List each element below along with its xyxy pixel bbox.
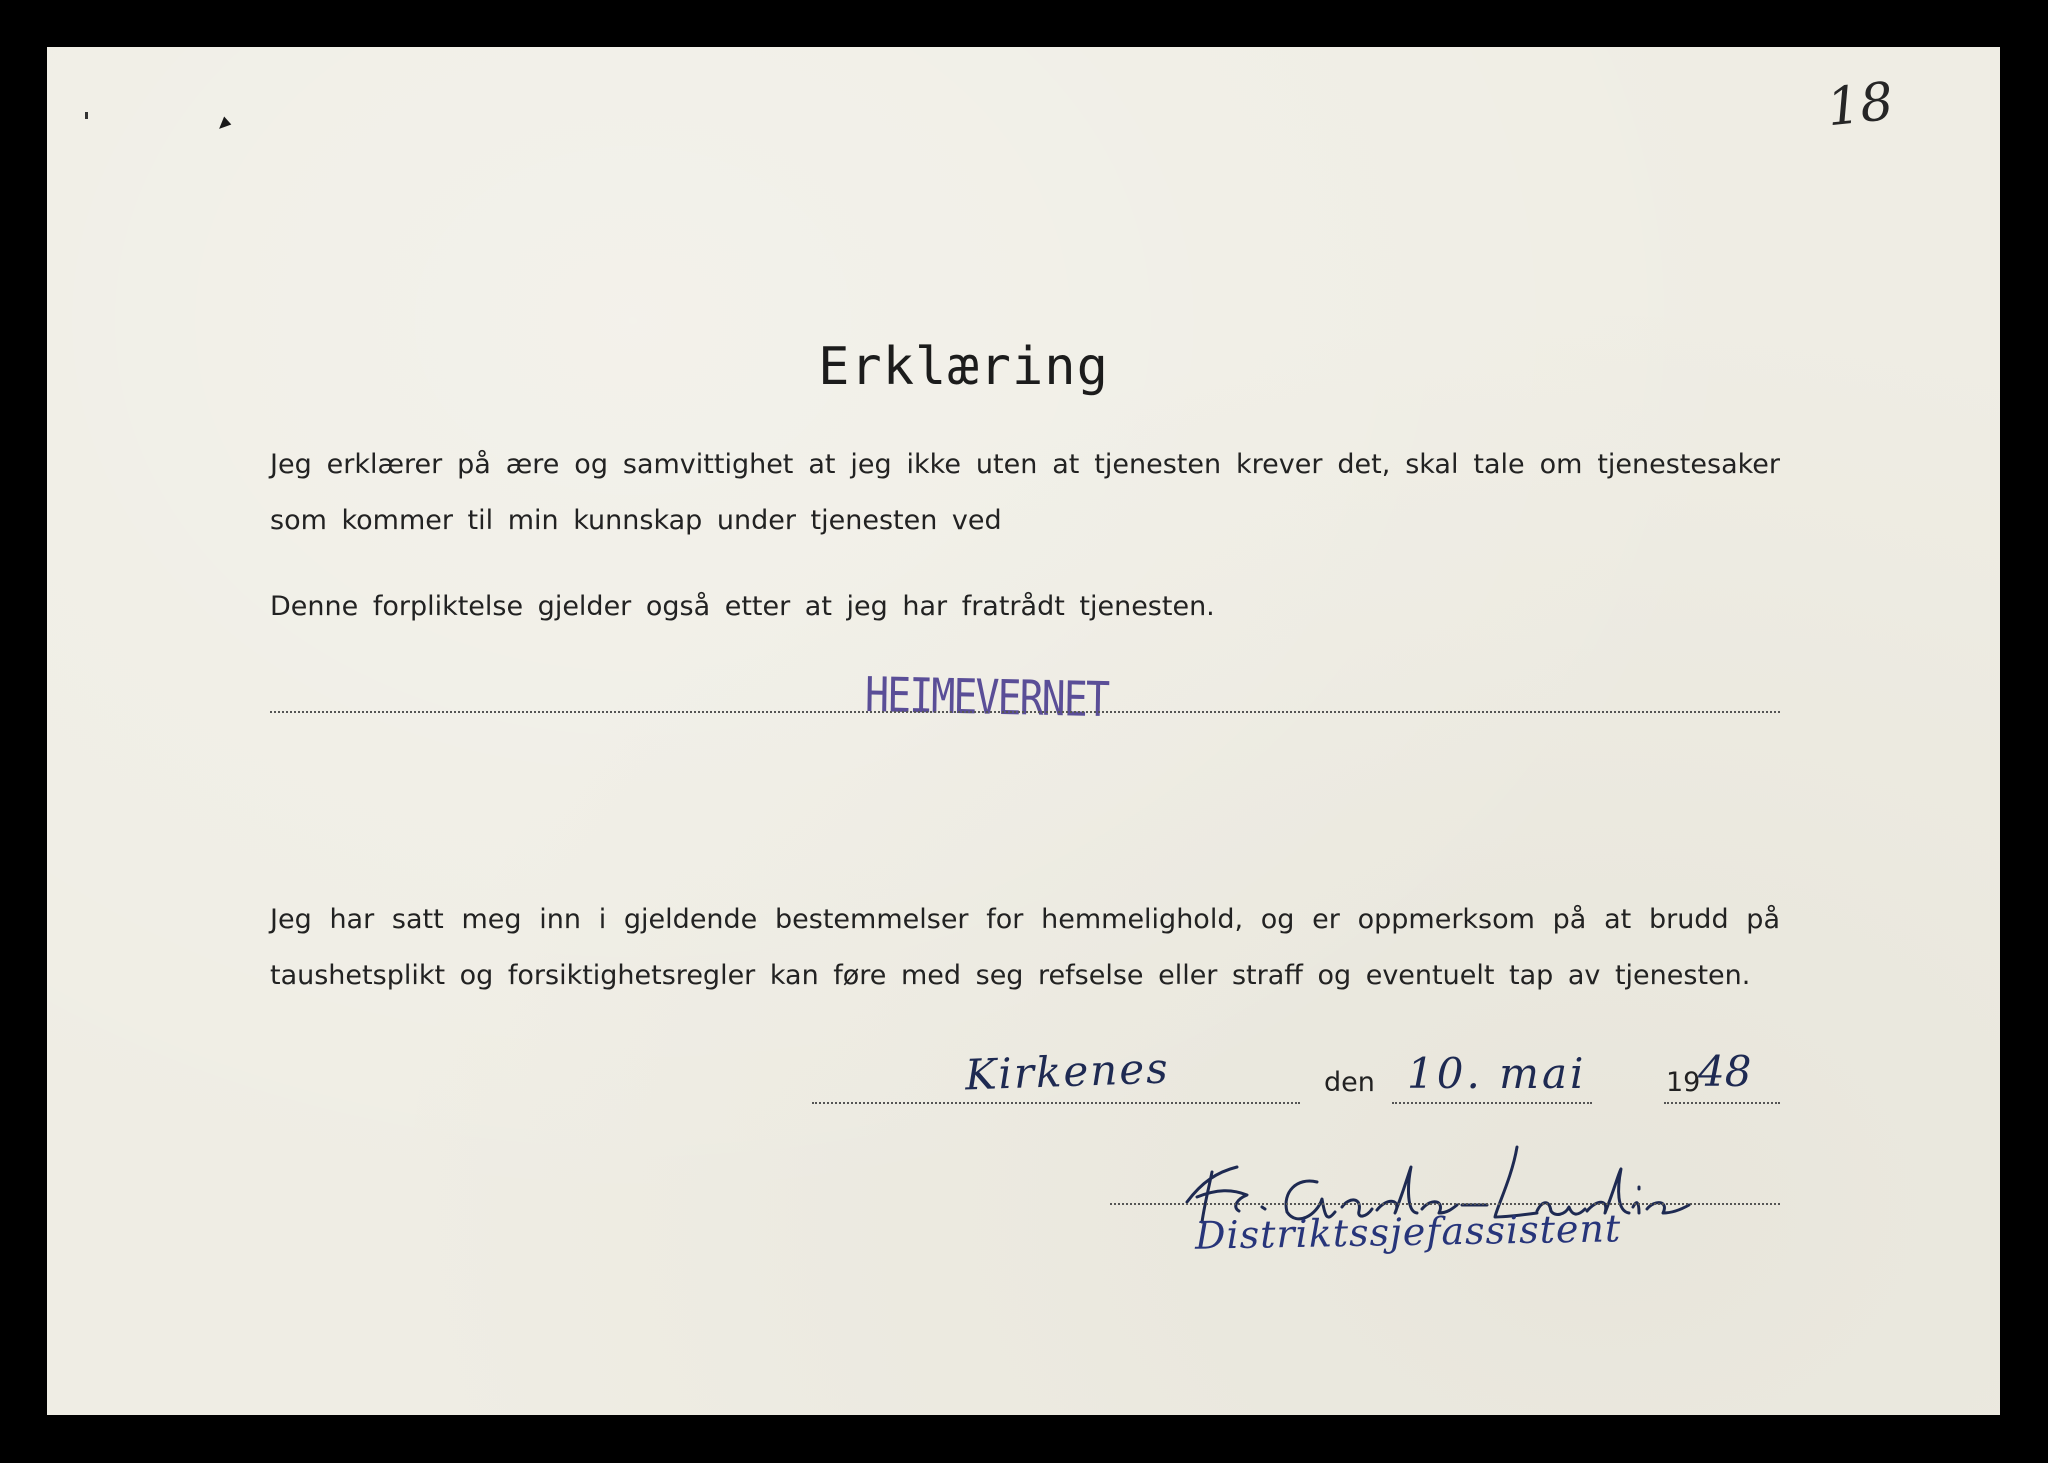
paragraph-declaration: Jeg erklærer på ære og samvittighet at jeg ikke uten at tjenesten krever det, skal tale om tjenestesaker som kommer til min kunnskap under tjenesten ved: [270, 449, 1780, 536]
unit-fill-line: [270, 711, 1780, 713]
place-handwritten: Kirkenes: [964, 1043, 1171, 1100]
year-prefix: 19: [1666, 1067, 1701, 1098]
page-number: 18: [1824, 71, 1897, 139]
date-label: den: [1324, 1067, 1375, 1098]
paragraph-obligation: Denne forpliktelse gjelder også etter at jeg har fratrådt tjenesten.: [270, 591, 1215, 622]
place-fill-line: [812, 1102, 1300, 1104]
signer-title: Distriktssjefassistent: [1194, 1206, 1622, 1258]
unit-stamp: HEIMEVERNET: [864, 667, 1109, 729]
corner-mark: [85, 112, 88, 119]
paragraph-regulations: Jeg har satt meg inn i gjeldende bestemmelser for hemmelighold, og er oppmerksom på at brudd på taushetsplikt og forsiktighetsregler kan føre med seg refselse eller straff og eventuelt tap av tjenesten.: [270, 904, 1780, 991]
year-handwritten: 48: [1698, 1047, 1752, 1096]
date-fill-line: [1392, 1102, 1592, 1104]
document-title: Erklæring: [818, 337, 1109, 397]
document-page: [47, 47, 2000, 1415]
date-handwritten: 10. mai: [1407, 1049, 1587, 1098]
corner-mark: [216, 115, 232, 129]
signature-fill-line: [1110, 1203, 1780, 1205]
year-fill-line: [1664, 1102, 1780, 1104]
